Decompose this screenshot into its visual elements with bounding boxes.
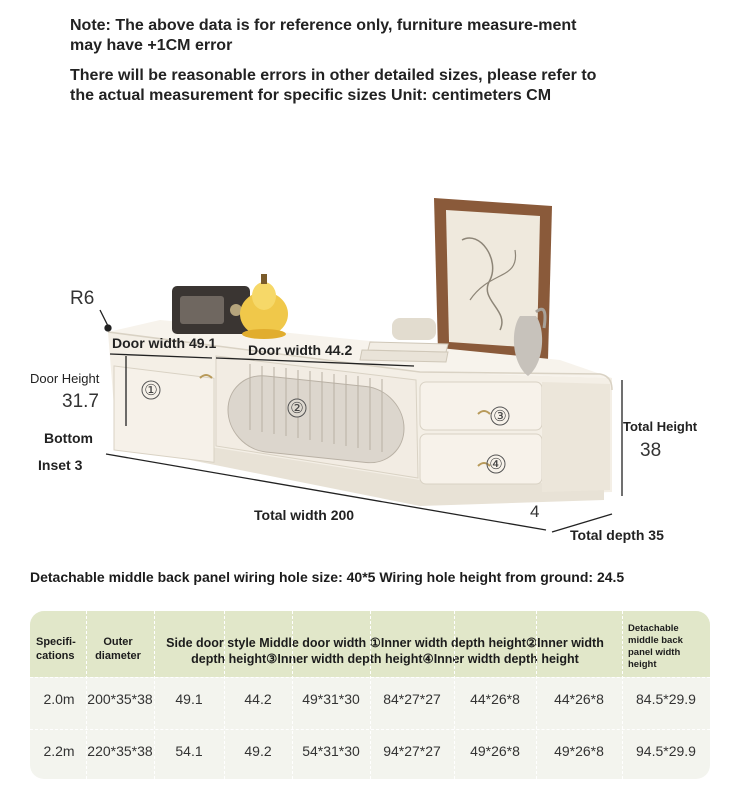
total-height-value: 38	[640, 440, 662, 461]
table-row	[30, 677, 710, 727]
bottom-label: Bottom	[44, 430, 93, 446]
door-width-1-label: Door width 49.1	[112, 335, 217, 351]
cell-inner-1: 49*31*30	[302, 691, 360, 707]
total-depth-label: Total depth 35	[570, 527, 664, 543]
cell-spec: 2.0m	[43, 691, 75, 707]
books-decor	[360, 318, 448, 362]
cell-inner-4: 49*26*8	[554, 743, 604, 759]
lamp-decor	[240, 274, 288, 339]
inset-label: Inset 3	[38, 457, 83, 473]
cell-middle-door: 49.2	[244, 743, 272, 759]
table-row	[30, 729, 710, 779]
cell-inner-4: 44*26*8	[554, 691, 604, 707]
note-measurement: There will be reasonable errors in other detailed sizes, please refer to the actual measurement for specific sizes Unit: centimeters CM	[70, 67, 597, 104]
door-height-value: 31.7	[62, 391, 99, 412]
door-width-2-label: Door width 44.2	[248, 342, 353, 358]
wiring-hole-note: Detachable middle back panel wiring hole size: 40*5 Wiring hole height from ground: 24.5	[30, 569, 625, 585]
total-width-label: Total width 200	[254, 507, 355, 523]
marker-1: ①	[144, 381, 158, 399]
cell-inner-2: 84*27*27	[383, 691, 441, 707]
cell-side-door: 54.1	[175, 743, 203, 759]
header-specifications: Specifi-cations	[36, 636, 76, 662]
tv-cabinet-diagram	[0, 180, 734, 560]
header-back-panel: Detachable middle back panel width height	[628, 623, 683, 670]
cell-inner-1: 54*31*30	[302, 743, 360, 759]
cell-back-panel: 84.5*29.9	[636, 691, 696, 707]
cell-outer: 220*35*38	[87, 743, 153, 759]
cell-back-panel: 94.5*29.9	[636, 743, 696, 759]
radio-decor	[172, 286, 250, 334]
cell-inner-3: 49*26*8	[470, 743, 520, 759]
marker-3: ③	[493, 407, 507, 425]
header-outer-diameter: Outer diameter	[95, 636, 141, 662]
cell-middle-door: 44.2	[244, 691, 272, 707]
marker-4: ④	[489, 455, 503, 473]
door-height-label: Door Height	[30, 371, 100, 386]
radius-label: R6	[70, 288, 95, 309]
cell-inner-3: 44*26*8	[470, 691, 520, 707]
cell-spec: 2.2m	[43, 743, 75, 759]
note-reference: Note: The above data is for reference only, furniture measure-ment may have +1CM error	[70, 17, 577, 54]
cell-side-door: 49.1	[175, 691, 203, 707]
spec-table	[30, 611, 710, 779]
base-height-value: 4	[530, 502, 540, 521]
cell-inner-2: 94*27*27	[383, 743, 441, 759]
marker-2: ②	[290, 399, 304, 417]
total-height-label: Total Height	[623, 419, 698, 434]
cell-outer: 200*35*38	[87, 691, 153, 707]
header-door-dimensions: Side door style Middle door width ①Inner width depth height②Inner width depth height③Inner width depth height④Inner width depth height	[166, 636, 604, 666]
